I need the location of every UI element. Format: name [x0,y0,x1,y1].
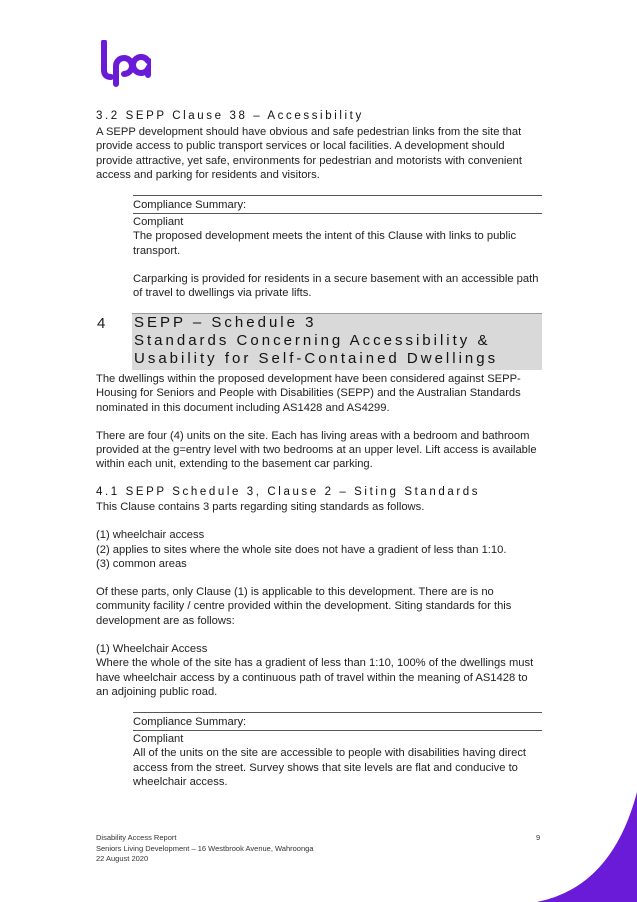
compliance-summary-body [133,214,542,300]
compliance-status: Compliant [133,733,184,745]
lpa-logo [100,40,152,88]
compliance-text: All of the units on the site are accessible to people with disabilities having direct access from the street. Survey shows that site levels are flat and conducive to wheelchair access. [133,747,527,788]
corner-swoosh-decoration [537,792,637,902]
compliance-summary-box [133,712,542,789]
list-item: (1) wheelchair access [96,529,205,542]
section-4-title-line: Standards Concerning Accessibility & [134,332,491,349]
compliance-summary-box [133,195,542,300]
section-3-2-body [96,125,541,182]
section-4-paragraph: There are four (4) units on the site. Each has living areas with a bedroom and bathroom provided at the g=entry level with two bedrooms at an upper level. Lift access is available within each unit, extending to the basement car parking. [96,429,537,471]
compliance-summary-title: Compliance Summary: [133,196,542,214]
section-3-2-paragraph: A SEPP development should have obvious and safe pedestrian links from the site that provide access to public transport services or local facilities. A development should provide attractive, yet safe, environments for pedestrian and motorists with convenient access and parking for residents and visitors. [96,126,522,181]
section-4-title-line: Usability for Self-Contained Dwellings [134,350,499,367]
compliance-status: Compliant [133,216,184,228]
section-4-1-intro: This Clause contains 3 parts regarding siting standards as follows. [96,501,425,513]
section-4-title-line: SEPP – Schedule 3 [134,314,317,331]
wheelchair-access-heading: (1) Wheelchair Access [96,643,208,656]
page-footer [96,833,314,865]
section-4-title [132,313,542,370]
section-4-1-body [96,500,541,699]
section-3-2-heading: 3.2 SEPP Clause 38 – Accessibility [96,110,364,122]
compliance-summary-body [133,731,542,789]
footer-line: 22 August 2020 [96,854,149,863]
section-4-body [96,372,541,472]
page-number: 9 [536,833,541,842]
compliance-text: Carparking is provided for residents in a secure basement with an accessible path of travel to dwellings via private lifts. [133,272,539,300]
wheelchair-access-text: Where the whole of the site has a gradient of less than 1:10, 100% of the dwellings must have wheelchair access by a continuous path of travel within the meaning of AS1428 to an adjoining public road. [96,657,534,698]
footer-line: Disability Access Report [96,833,177,842]
section-4-heading-band [96,313,542,369]
list-item: (3) common areas [96,557,187,570]
section-4-1-heading: 4.1 SEPP Schedule 3, Clause 2 – Siting Standards [96,486,481,498]
list-item: (2) applies to sites where the whole site does not have a gradient of less than 1:10. [96,543,507,556]
section-4-1-paragraph: Of these parts, only Clause (1) is applicable to this development. There are is no community facility / centre provided within the development. Siting standards for this development are as follows: [96,586,512,627]
section-4-paragraph: The dwellings within the proposed development have been considered against SEPP-Housing for Seniors and People with Disabilities (SEPP) and the Australian Standards nominated in this document including AS1428 and AS4299. [96,373,521,414]
compliance-text: The proposed development meets the intent of this Clause with links to public transport. [133,230,517,257]
compliance-summary-title: Compliance Summary: [133,713,542,731]
footer-line: Seniors Living Development – 16 Westbrook Avenue, Wahroonga [96,843,314,853]
section-number: 4 [96,315,132,369]
